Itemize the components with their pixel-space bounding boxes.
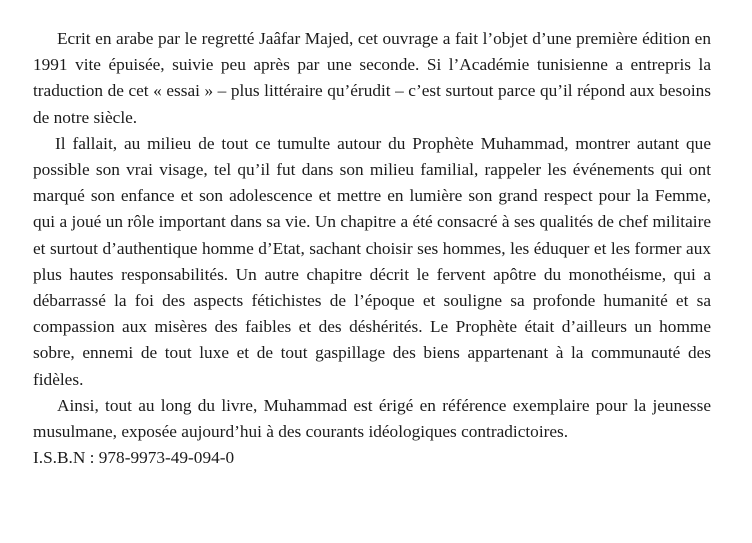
paragraph-intro: Ecrit en arabe par le regretté Jaâfar Majed, cet ouvrage a fait l’objet d’une première édition en 1991 vite épuisée, suivie peu après par une seconde. Si l’Académie tunisienne a entrepris la traduction de cet « essai » – plus littéraire qu’érudit – c’est surtout parce qu’il répond aux besoins de notre siècle. bbox=[33, 29, 711, 127]
isbn-line: I.S.B.N : 978-9973-49-094-0 bbox=[33, 448, 235, 468]
paragraph-conclusion: Ainsi, tout au long du livre, Muhammad est érigé en référence exemplaire pour la jeunesse musulmane, exposée aujourd’hui à des courants idéologiques contradictoires. bbox=[33, 395, 711, 442]
paragraph-prophet: Il fallait, au milieu de tout ce tumulte autour du Prophète Muhammad, montrer autant que possible son vrai visage, tel qu’il fut dans son milieu familial, rappeler les événements qui ont marqué son enfance et son adolescence et mettre en lumière son grand respect pour la Femme, qui a joué un rôle important dans sa vie. Un chapitre a été consacré à ses qualités de chef militaire et surtout d’authentique homme d’Etat, sachant choisir ses hommes, les éduquer et les former aux plus hautes responsabilités. Un autre chapitre décrit le fervent apôtre du monothéisme, qui a débarrassé la foi des aspects fétichistes de l’époque et souligne sa profonde humanité et sa compassion aux misères des faibles et des déshérités. Le Prophète était d’ailleurs un homme sobre, ennemi de tout luxe et de tout gaspillage des biens appartenant à la communauté des fidèles. bbox=[33, 133, 711, 389]
back-cover-text bbox=[33, 26, 711, 471]
